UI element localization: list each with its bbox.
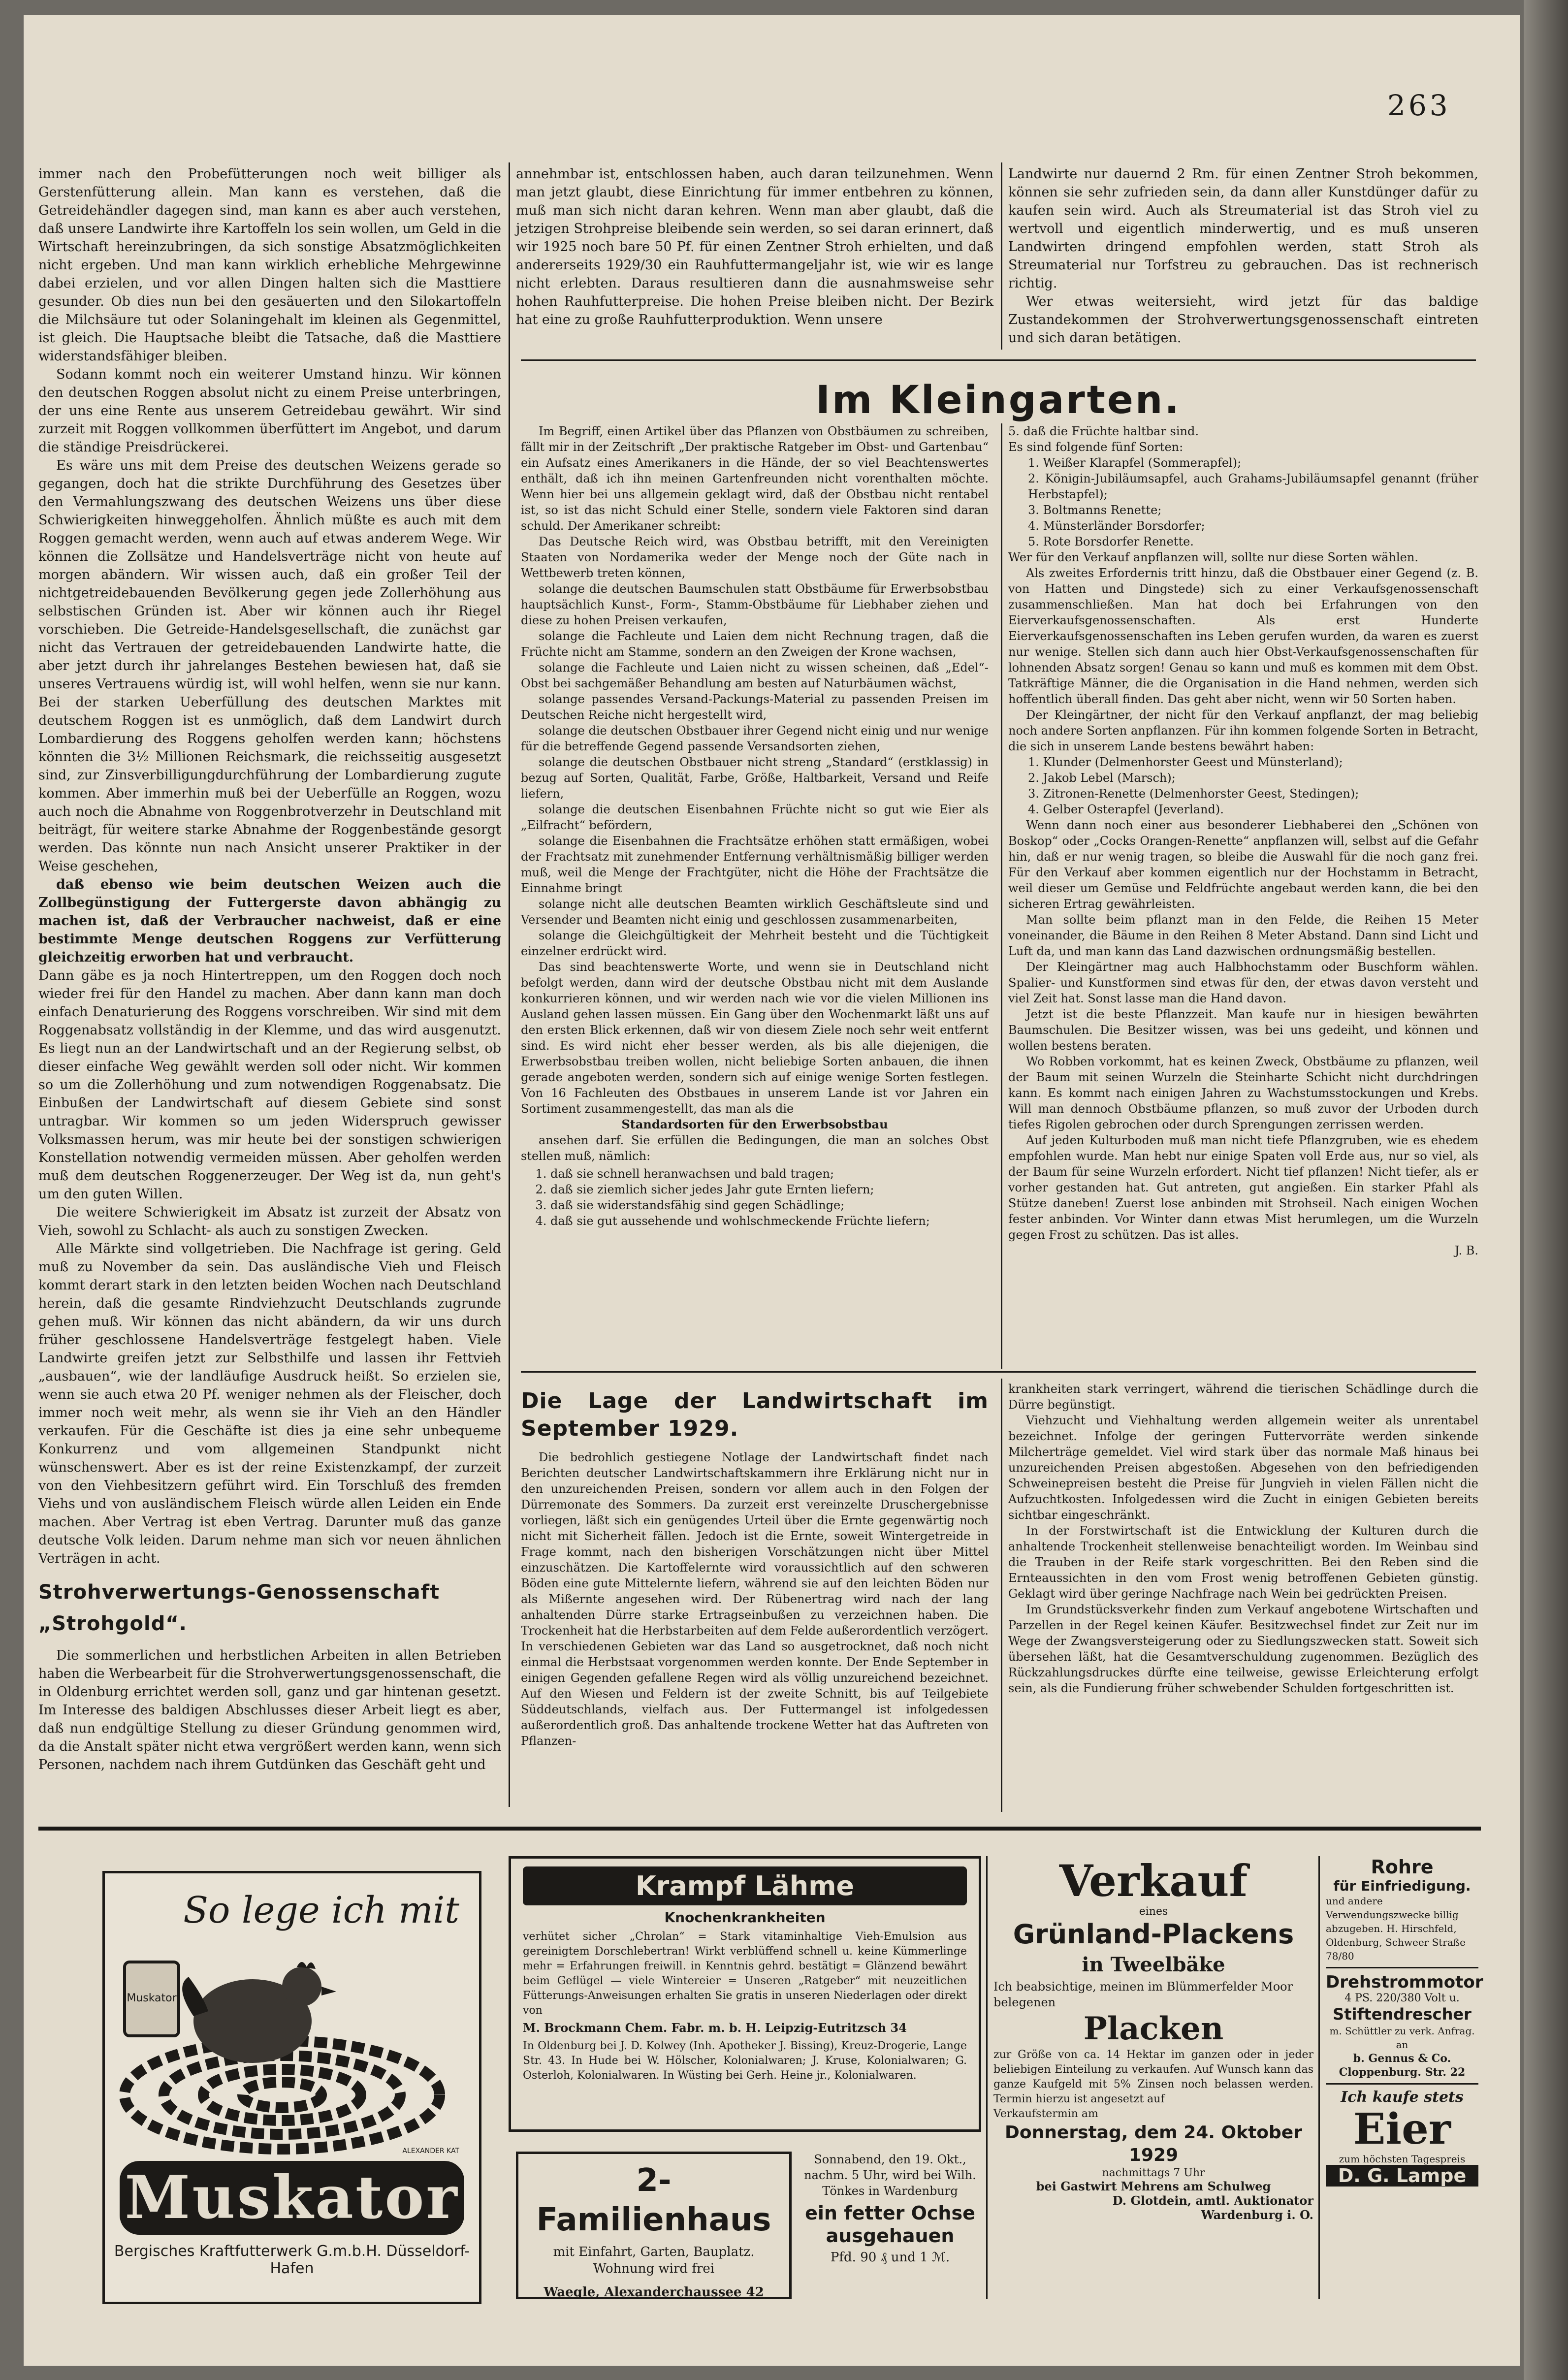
column-divider <box>1001 423 1002 1369</box>
list-item: 2. Jakob Lebel (Marsch); <box>1028 771 1176 785</box>
kleingarten-left <box>521 423 989 1231</box>
ad-eier-head: Ich kaufe stets <box>1341 2089 1464 2106</box>
ad-text: Sonnabend, den 19. Okt., nachm. 5 Uhr, wird bei Wilh. Tönkes in Wardenburg <box>804 2153 976 2198</box>
column-divider <box>986 1856 988 2299</box>
list-item: 4. daß sie gut aussehende und wohlschmeckende Früchte liefern; <box>550 1213 989 1229</box>
section-rule <box>521 359 1476 361</box>
paragraph: Der Kleingärtner, der nicht für den Verkauf anpflanzt, der mag beliebig noch andere Sorten anpflanzen. Für ihn kommen folgende Sorten in Betracht, die sich in unserem Lande bestens bewährt haben: <box>1008 708 1478 753</box>
ad-time: nachmittags 7 Uhr <box>1102 2167 1205 2179</box>
ad-big: Placken <box>1083 2010 1224 2047</box>
list-item: 1. daß sie schnell heranwachsen und bald tragen; <box>550 1166 989 1182</box>
paragraph: solange passendes Versand-Packungs-Material zu passenden Preisen im Deutschen Reiche nicht hergestellt wird, <box>521 692 989 722</box>
paragraph: solange die Eisenbahnen die Frachtsätze erhöhen statt ermäßigen, wobei der Frachtsatz mit zunehmender Entfernung verhältnismäßig billiger werden muß, weil die Menge der Frachtgüter, nicht die Höhe der Frachtsätze die Einnahme bringt <box>521 834 989 895</box>
column-1 <box>38 165 501 1774</box>
ad-body: und andere Verwendungszwecke billig abzugeben. H. Hirschfeld, Oldenburg, Schweer Straße 78/80 <box>1326 1895 1466 1962</box>
section-heading-kleingarten: Im Kleingarten. <box>815 378 1182 422</box>
paragraph: Die bedrohlich gestiegene Notlage der Landwirtschaft findet nach Berichten deutscher Landwirtschaftskammern ihre Erklärung nicht nur in den unzureichenden Preisen, sondern vor allem auch in den Folgen der Dürremonate des Sommers. Da zurzeit erst vereinzelte Druschergebnisse vorliegen, läßt sich ein genügendes Urteil über die Ernte gegenwärtig noch nicht mit Sicherheit fällen. Jedoch ist die Ernte, soweit Wintergetreide in Frage kommt, nach den bisherigen Vorschätzungen nicht über Mittel einzuschätzen. Die Kartoffelernte wird voraussichtlich auf den schweren Böden eine gute Mittelernte liefern, während sie auf den leichten Böden nur als Mißernte angesehen wird. Der Rübenertrag wird nach der lang anhaltenden Dürre starke Ertragseinbußen zu verzeichnen haben. Die Trockenheit hat die Herbstarbeiten auf dem Felde außerordentlich verzögert. In verschiedenen Gebieten war das Land so ausgetrocknet, daß noch nicht einmal die Herbstsaat vorgenommen werden konnte. Der Ende September in einigen Gegenden gefallene Regen wird als völlig unzureichend bezeichnet. Auf den Wiesen und Feldern ist der zweite Schnitt, bis auf Teilgebiete Süddeutschlands, vielfach aus. Der Futtermangel ist infolgedessen außerordentlich groß. Das anhaltende trockene Wetter hat das Auftreten von Pflanzen- <box>521 1450 989 1748</box>
feed-bag-icon <box>125 1962 179 2036</box>
column-divider <box>1001 162 1002 350</box>
ad-maker <box>523 2020 967 2036</box>
hen-and-eggs-illustration <box>105 1932 479 2159</box>
paragraph: Wenn dann noch einer aus besonderer Liebhaberei den „Schönen von Boskop“ oder „Cocks Orangen-Renette“ anpflanzen will, selbst auf die Gefahr hin, daß er nur wenig tragen, so bleibe die Auswahl für die noch ganz frei. Für den Verkauf aber kommen eigentlich nur der Hochstamm in Betracht, weil dieser um Gemüse und Feldfrüchte angebaut werden kann, die bei den sicheren Ertrag gewährleisten. <box>1008 818 1478 911</box>
paragraph: solange die Fachleute und Laien dem nicht Rechnung tragen, daß die Früchte nicht am Stamme, sondern an den Zweigen der Krone wachsen, <box>521 629 989 659</box>
paragraph: Die weitere Schwierigkeit im Absatz ist zurzeit der Absatz von Vieh, sowohl zu Schlacht- als auch zu sonstigen Zwecken. <box>38 1205 501 1238</box>
paragraph: Das Deutsche Reich wird, was Obstbau betrifft, mit den Vereinigten Staaten von Nordamerika weder der Menge noch der Güte nach in Wettbewerb treten können, <box>521 535 989 580</box>
paragraph: 5. daß die Früchte haltbar sind. <box>1008 424 1199 438</box>
paragraph: Das sind beachtenswerte Worte, und wenn sie in Deutschland nicht befolgt werden, dann wird der deutsche Obstbau nicht mit dem Auslande konkurrieren können, und wir werden nach wie vor die vielen Millionen ins Ausland gehen lassen müssen. Ein Gang über den Wochenmarkt läßt uns auf den ersten Blick erkennen, daß wir von diesem Ziele noch sehr weit entfernt sind. Es wird nicht eher besser werden, als bis alle diejenigen, die Erwerbsobstbau treiben wollen, nicht beliebige Sorten anbauen, die ihnen gerade angeboten werden, sondern sich auf einige wenige Sorten festlegen. Von 16 Fachleuten des Obstbaues in unserem Lande ist vor Jahren ein Sortiment zusammengestellt, das man als die <box>521 960 989 1116</box>
paragraph: Der Kleingärtner mag auch Halbhochstamm oder Buschform wählen. Spalier- und Kunstformen sind etwas für den, der etwas davon versteht und viel Zeit hat. Sonst lasse man die Hand davon. <box>1008 960 1478 1005</box>
paragraph: Landwirte nur dauernd 2 Rm. für einen Zentner Stroh bekommen, können sie sehr zufrieden sein, da dann aller Kunstdünger dafür zu kaufen sein wird. Auch als Streumaterial ist das Stroh viel zu wertvoll und eigentlich minderwertig, und es muß unseren Landwirten dringend empfohlen werden, statt Stroh als Streumaterial nur Torfstreu zu gebrauchen. Das ist rechnerisch richtig. <box>1008 166 1478 291</box>
ad-muskator <box>102 1871 481 2304</box>
column-3-top <box>1008 165 1478 347</box>
paragraph: Auf jeden Kulturboden muß man nicht tiefe Pflanzgruben, wie es ehedem empfohlen wurde. Man hebt nur einige Spaten voll Erde aus, nur so viel, als der Baum für seine Wurzeln erfordert. Nicht tief pflanzen! Nicht tiefer, als er vorher gestanden hat. Gut antreten, gut angießen. Ein starker Pfahl als Stütze daneben! Zuerst lose anbinden mit Strohseil. Nach einigen Wochen fester anbinden. Vor Winter dann etwas Mist herumlegen, um die Wurzeln gegen Frost zu schützen. Das ist alles. <box>1008 1133 1478 1242</box>
section-rule <box>521 1371 1476 1373</box>
ad-town: Wardenburg i. O. <box>1201 2208 1313 2222</box>
ad-eier-big: Eier <box>1353 2104 1451 2154</box>
page-number: 263 <box>1387 89 1451 122</box>
lage-left <box>521 1379 989 1749</box>
paragraph: solange die deutschen Eisenbahnen Früchte nicht so gut wie Eier als „Eilfracht“ befördern, <box>521 803 989 832</box>
ad-price: Pfd. 90 ₰ und 1 ℳ. <box>830 2250 950 2265</box>
ad-krampf-laehme <box>509 1856 981 2132</box>
list-item: 1. Klunder (Delmenhorster Geest und Münsterland); <box>1028 755 1343 769</box>
list-item: 3. Boltmanns Renette; <box>1028 503 1162 517</box>
ad-footer: Bergisches Kraftfutterwerk G.m.b.H. Düsseldorf-Hafen <box>114 2243 470 2277</box>
ad-maker-number: 34 <box>890 2021 907 2035</box>
ad-sellers: In Oldenburg bei J. D. Kolwey (Inh. Apotheker J. Bissing), Kreuz-Drogerie, Lange Str. 43. In Hude bei W. Hölscher, Kolonialwaren; J. Kruse, Kolonialwaren; G. Osterloh, Kolonialwaren. In Wüsting bei Gerh. Heine jr., Kolonialwaren. <box>523 2040 967 2082</box>
ad-motor-body: 4 PS. 220/380 Volt u. <box>1344 1992 1460 2004</box>
ad-motor-firm: b. Gennus & Co. Cloppenburg. Str. 22 <box>1339 2052 1466 2079</box>
ad-motor-sub: Stiftendrescher <box>1333 2005 1472 2024</box>
lage-right <box>1008 1381 1478 1696</box>
ad-date: Donnerstag, dem 24. Oktober 1929 <box>1005 2123 1302 2165</box>
ad-ochse <box>801 2152 979 2299</box>
paragraph: Jetzt ist die beste Pflanzzeit. Man kaufe nur in hiesigen bewährten Baumschulen. Die Besitzer wissen, was bei uns gedeiht, und können und wollen bestens beraten. <box>1008 1007 1478 1053</box>
ad-section-rule <box>38 1827 1481 1831</box>
newspaper-page <box>24 15 1520 2366</box>
list-item: 2. daß sie ziemlich sicher jedes Jahr gute Ernten liefern; <box>550 1182 989 1197</box>
ad-brand: Muskator <box>120 2161 464 2235</box>
ad-terms: Verkaufstermin am <box>993 2108 1098 2120</box>
paragraph: Es wäre uns mit dem Preise des deutschen Weizens gerade so gegangen, doch hat die strikte Durchführung des Gesetzes über den Vermahlungszwang des deutschen Weizens uns über diese Schwierigkeiten hinweggeholfen. Ähnlich müßte es auch mit dem Roggen gemacht werden, wenn auch auf etwas anderem Wege. Wir können die Zollsätze und Handelsverträge nicht von heute auf morgen abändern. Wir wissen auch, daß ein großer Teil der nichtgetreidebauenden Bevölkerung gegen jede Zollerhöhung aus selbstischen Gründen ist. Aber wir können auch ihr Riegel vorschieben. Die Getreide-Handelsgesellschaft, die zunächst gar nicht das Vertrauen der getreidebauenden Landwirte hatte, die aber jetzt durch ihr jahrelanges Bestehen bewiesen hat, daß sie unseres Vertrauens würdig ist, will wohl helfen, wenn sie nur kann. Bei der starken Ueberfüllung des deutschen Marktes mit deutschem Roggen ist es unmöglich, daß dem Landwirt durch Lombardierung des Roggens geholfen werden kann; höchstens könnten die 3½ Millionen Reichsmark, die reichsseitig ausgesetzt sind, zur Zinsverbilligungdurchführung der Lombardierung zugute kommen. Aber immerhin muß bei der Ueberfülle an Roggen, wozu auch noch die Abnahme von Roggenbrotverzehr in Deutschland mit beiträgt, für weitere starke Abnahme der Roggenbestände gesorgt werden. Das könnte nun nach Ansicht unserer Praktiker in der Weise geschehen, <box>38 458 501 874</box>
paragraph: Im Grundstücksverkehr finden zum Verkauf angebotene Wirtschaften und Parzellen in der Regel keinen Käufer. Besitzwechsel findet zur Zeit nur im Wege der Zwangsversteigerung oder zu Siedlungszwecken statt. Soweit sich übersehen läßt, hat die Gesamtverschuldung zugenommen. Bezüglich des Rückzahlungsdruckes dürfte eine teilweise, gewisse Erleichterung erfolgt sein, als die Fundierung früher schwebender Schulden fortgeschritten ist. <box>1008 1603 1478 1695</box>
paragraph: Dann gäbe es ja noch Hintertreppen, um den Roggen doch noch wieder frei für den Handel zu machen. Aber dann kann man doch einfach Denaturierung des Roggens vorschreiben. Wir sind mit dem Roggenabsatz vollständig in der Klemme, und das wird ausgenutzt. Es liegt nun an der Landwirtschaft und an der Regierung selbst, ob dieser einfache Weg gewählt werden soll oder nicht. Wir kommen so um die Zollerhöhung und zum notwendigen Roggenabsatz. Die Einbußen der Landwirtschaft auf diesem Gebiete sind sonst untragbar. Wir kommen so um jeden Widerspruch gewisser Volksmassen herum, was mir heute bei der sonstigen schwierigen Konstellation notwendig vermeiden müssen. Aber geholfen werden muß dem deutschen Roggenerzeuger. Der Weg ist da, nun geht's um den guten Willen. <box>38 968 501 1202</box>
paragraph: Die sommerlichen und herbstlichen Arbeiten in allen Betrieben haben die Werbearbeit für die Strohverwertungsgenossenschaft, die in Oldenburg errichtet werden soll, ganz und gar hintenan gesetzt. Im Interesse des baldigen Abschlusses dieser Arbeit liegt es aber, daß nun endgültige Stellung zu dieser Gründung genommen wird, da die Anstalt später nicht etwa vergrößert werden kann, wenn sich Personen, nachdem nach ihrem Gutdünken das Geschäft geht und <box>38 1648 501 1772</box>
ad-motor-text: m. Schüttler zu verk. Anfrag. an <box>1329 2025 1475 2051</box>
ad-subtitle: Grünland-Plackens <box>1013 1919 1294 1950</box>
paragraph: Im Begriff, einen Artikel über das Pflanzen von Obstbäumen zu schreiben, fällt mir in der Zeitschrift „Der praktische Ratgeber im Obst- und Gartenbau“ ein Aufsatz eines Amerikaners in die Hände, der so viel Beachtenswertes enthält, daß ich ihn meinen Gartenfreunden nicht vorenthalten möchte. Wenn hier bei uns allgemein geklagt wird, daß der Obstbau nicht rentabel ist, so ist das nicht Schuld einer Stelle, sondern viele Faktoren sind daran schuld. Der Amerikaner schreibt: <box>521 424 989 533</box>
bag-label: Muskator <box>127 1992 177 2004</box>
column-2-top <box>516 165 993 329</box>
ad-title: Krampf Lähme <box>523 1866 967 1905</box>
ad-big-text: ein fetter Ochse ausgehauen <box>805 2202 975 2247</box>
paragraph: annehmbar ist, entschlossen haben, auch daran teilzunehmen. Wenn man jetzt glaubt, diese Einrichtung für immer entbehren zu können, muß man sich nicht daran kehren. Wenn man aber glaubt, daß die jetzigen Strohpreise bleibende sein werden, so sei daran erinnert, daß wir 1925 noch bare 50 Pf. für einen Zentner Stroh erhielten, und daß andererseits 1929/30 ein Rauhfuttermangeljahr ist, wie wir es lange nicht erlebten. Daraus resultieren dann die ausnahmsweise sehr hohen Rauhfutterpreise. Die hohen Preise bleiben nicht. Der Bezirk hat eine zu große Rauhfutterproduktion. Wenn unsere <box>516 166 993 327</box>
ad-familienhaus <box>516 2152 792 2299</box>
list-item: 4. Gelber Osterapfel (Jeverland). <box>1028 803 1224 816</box>
ad-eines: eines <box>1139 1905 1168 1918</box>
ad-eier-firm: D. G. Lampe <box>1326 2165 1478 2187</box>
ad-subtitle: Knochenkrankheiten <box>664 1909 826 1926</box>
ad-address: Waegle, Alexanderchaussee 42 <box>544 2285 764 2300</box>
ad-body: mit Einfahrt, Garten, Bauplatz. Wohnung wird frei <box>553 2245 755 2276</box>
page-binding-edge <box>1524 0 1568 2380</box>
list-item: 1. Weißer Klarapfel (Sommerapfel); <box>1028 456 1242 470</box>
ad-place: in Tweelbäke <box>1082 1953 1225 1976</box>
paragraph: Wer etwas weitersieht, wird jetzt für das baldige Zustandekommen der Strohverwertungsgenossenschaft eintreten und sich daran betätigen. <box>1008 294 1478 346</box>
paragraph: Wer für den Verkauf anpflanzen will, sollte nur diese Sorten wählen. <box>1008 550 1418 564</box>
ad-eier-sub: zum höchsten Tagespreis <box>1339 2153 1466 2165</box>
artist-signature: ALEXANDER KAT <box>402 2147 459 2155</box>
author-signature: J. B. <box>1454 1244 1478 1257</box>
section-heading-strohgold: Strohverwertungs-Genossenschaft „Strohgold“. <box>38 1581 440 1635</box>
paragraph: Als zweites Erfordernis tritt hinzu, daß die Obstbauer einer Gegend (z. B. von Hatten und Dingstede) sich zu einer Verkaufsgenossenschaft zusammenschließen. Man hat doch bei Erfahrungen von den Eierverkaufsgenossenschaften. Als erst Hunderte Eierverkaufsgenossenschaften ins Leben gerufen wurden, da waren es zuerst nur wenige. Stellen sich dann auch hier Obst-Verkaufsgenossenschaften für lohnenden Absatz sorgen! Genau so kann und muß es kommen mit dem Obst. Tatkräftige Männer, die die Organisation in die Hand nehmen, werden sich hoffentlich überall finden. Das geht aber nicht, wenn wir 50 Sorten haben. <box>1008 566 1478 706</box>
paragraph: Man sollte beim pflanzt man in den Felde, die Reihen 15 Meter voneinander, die Bäume in den Reihen 8 Meter Abstand. Dann sind Licht und Luft da, und man kann das Land dazwischen ordnungsmäßig bestellen. <box>1008 913 1478 958</box>
paragraph: solange die Fachleute und Laien nicht zu wissen scheinen, daß „Edel“-Obst bei sachgemäßer Behandlung am besten auf Naturbäumen wächst, <box>521 661 989 690</box>
list-item: 3. daß sie widerstandsfähig sind gegen Schädlinge; <box>550 1197 989 1213</box>
subheading: Standardsorten für den Erwerbsobstbau <box>621 1117 888 1131</box>
list-item: 4. Münsterländer Borsdorfer; <box>1028 519 1205 533</box>
ad-body: Ich beabsichtige, meinen im Blümmerfelder Moor belegenen <box>993 1980 1293 2009</box>
column-divider <box>1318 1856 1320 2299</box>
ad-title: 2-Familienhaus <box>536 2162 771 2238</box>
paragraph: immer nach den Probefütterungen noch weit billiger als Gerstenfütterung allein. Man kann es verstehen, daß die Getreidehändler dagegen sind, man kann es aber auch verstehen, daß unsere Landwirte ihre Kartoffeln los sein wollen, um Geld in die Wirtschaft hereinzubringen, da sich sonstige Absatzmöglichkeiten nicht ergeben. Und man kann wirklich erhebliche Mehrgewinne dabei erzielen, und vor allen Dingen halten sich die Masttiere gesunder. Ob dies nun bei den gesäuerten und den Silokartoffeln die Milchsäure tut oder Solaningehalt im kleinen als Gegenmittel, ist gleich. Die Hauptsache bleibt die Tatsache, daß die Masttiere widerstandsfähiger bleiben. <box>38 166 501 364</box>
ad-slogan: So lege ich mit <box>183 1889 459 1931</box>
paragraph: solange die deutschen Obstbauer nicht streng „Standard“ (erstklassig) in bezug auf Sorten, Qualität, Farbe, Größe, Haltbarkeit, Versand und Reife liefern, <box>521 755 989 801</box>
paragraph: Sodann kommt noch ein weiterer Umstand hinzu. Wir können den deutschen Roggen absolut nicht zu einem Preise unterbringen, der uns eine Rente aus unserem Getreidebau gewährt. Wir sind zurzeit mit Roggen vollkommen überfüttert im Angebot, und darum die ständige Preisdrückerei. <box>38 367 501 455</box>
list-item: 5. Rote Borsdorfer Renette. <box>1028 535 1194 548</box>
ad-motor-title: Drehstrommotor <box>1326 1972 1483 1992</box>
ad-desc: zur Größe von ca. 14 Hektar im ganzen oder in jeder beliebigen Einteilung zu verkaufen. Auf Wunsch kann das ganze Kaufgeld mit 5% Zinsen noch belassen werden. Termin hierzu ist angesetzt auf <box>993 2049 1313 2105</box>
paragraph: solange nicht alle deutschen Beamten wirklich Geschäftsleute sind und Versender und Beamten nicht einig und geschlossen zusammenarbeiten, <box>521 897 989 927</box>
paragraph-emphasis: daß ebenso wie beim deutschen Weizen auch die Zollbegünstigung der Futtergerste davon abhängig zu machen ist, daß der Verbraucher nachweist, daß er eine bestimmte Menge deutschen Roggens zur Verfütterung gleichzeitig erworben hat und verbraucht. <box>38 877 501 965</box>
ad-title: Rohre <box>1371 1856 1434 1878</box>
ad-title: Verkauf <box>1059 1855 1248 1906</box>
paragraph: Wo Robben vorkommt, hat es keinen Zweck, Obstbäume zu pflanzen, weil der Baum mit seinen Wurzeln die Steinharte Schicht nicht durchdringen kann. Es kommt nach einigen Jahren zu Wachstumsstockungen und Krebs. Will man dennoch Obstbäume pflanzen, so muß zuvor der Urboden durch tiefes Rigolen gebrochen oder durch Sprengungen zerrissen werden. <box>1008 1055 1478 1131</box>
ad-verkauf <box>993 1856 1313 2299</box>
ad-maker-name: M. Brockmann Chem. Fabr. m. b. H. Leipzig-Eutritzsch <box>523 2021 887 2035</box>
criteria-list <box>550 1166 989 1229</box>
paragraph: solange die Gleichgültigkeit der Mehrheit besteht und die Tüchtigkeit einzelner erdrückt wird. <box>521 929 989 958</box>
column-divider <box>509 162 510 1807</box>
paragraph: Viehzucht und Viehhaltung werden allgemein weiter als unrentabel bezeichnet. Infolge der geringen Futtervorräte werden sinkende Milcherträge gemeldet. Viel wird stark über das normale Maß hinaus bei unzureichenden Preisen abgestoßen. Abgesehen von den befriedigenden Schweinepreisen besteht die Preise für Jungvieh in vielen Fällen nicht die Aufzuchtkosten. Infolgedessen wird die Zucht in einigen Gebieten bereits sichtbar eingeschränkt. <box>1008 1414 1478 1522</box>
ad-venue: bei Gastwirt Mehrens am Schulweg <box>1036 2179 1271 2193</box>
list-item: 2. Königin-Jubiläumsapfel, auch Grahams-Jubiläumsapfel genannt (früher Herbstapfel); <box>1028 472 1478 501</box>
ad-rohre <box>1326 1856 1483 2187</box>
paragraph: In der Forstwirtschaft ist die Entwicklung der Kulturen durch die anhaltende Trockenheit stellenweise benachteiligt worden. Im Weinbau sind die Trauben in der Reife stark vorgeschritten. Bei den Reben sind die Ernteaussichten in den vom Frost wenig betroffenen Gebieten günstig. Geklagt wird über geringe Nachfrage nach Wein bei gedrückten Preisen. <box>1008 1524 1478 1601</box>
ad-body: verhütet sicher „Chrolan“ = Stark vitaminhaltige Vieh-Emulsion aus gereinigtem Dorschlebertran! Wirkt verblüffend schnell u. keine Kümmerlinge mehr = Erfahrungen freiwill. in Kenntnis gehrd. bestätigt = Glänzend bewährt beim Geflügel — viele Wintereier = Unseren „Ratgeber“ mit neuzeitlichen Fütterungs-Anweisungen erhalten Sie gratis in unseren Niederlagen oder direkt von <box>523 1930 967 2017</box>
divider <box>1326 1967 1478 1968</box>
kleingarten-right <box>1008 423 1478 1258</box>
paragraph: Alle Märkte sind vollgetrieben. Die Nachfrage ist gering. Geld muß zu November da sein. Das ausländische Vieh und Fleisch kommt derart stark in den letzten beiden Wochen nach Deutschland herein, daß die gesamte Rindviehzucht Deutschlands zugrunde gehen muß. Wir können das nicht abändern, da wir uns durch früher geschlossene Handelsverträge festgelegt haben. Viele Landwirte greifen jetzt zur Selbsthilfe und lassen ihr Fettvieh „ausbauen“, wie der landläufige Ausdruck heißt. So erzielen sie, wenn sie auch etwa 20 Pf. weniger nehmen als der Fleischer, doch immer noch weit mehr, als wenn sie ihr Vieh an den Händler verkaufen. Für die Geschäfte ist dies ja eine sehr unbequeme Konkurrenz und vom allgemeinen Standpunkt nicht wünschenswert. Aber es ist der reine Existenzkampf, der zurzeit von den Viehbesitzern geführt wird. Ein Torschluß des fremden Viehs und von ausländischem Fleisch würde allen Leiden ein Ende machen. Aber Vertrag ist eben Vertrag. Darunter muß das ganze deutsche Volk leiden. Darum nehme man sich vor neuen ähnlichen Verträgen in acht. <box>38 1241 501 1566</box>
paragraph: Es sind folgende fünf Sorten: <box>1008 440 1184 454</box>
ad-auctioneer: D. Glotdein, amtl. Auktionator <box>1112 2193 1313 2208</box>
list-item: 3. Zitronen-Renette (Delmenhorster Geest, Stedingen); <box>1028 787 1359 801</box>
section-heading-lage: Die Lage der Landwirtschaft im September 1929. <box>521 1388 989 1441</box>
paragraph: ansehen darf. Sie erfüllen die Bedingungen, die man an solches Obst stellen muß, nämlich: <box>521 1133 989 1163</box>
paragraph: solange die deutschen Obstbauer ihrer Gegend nicht einig und nur wenige für die betreffende Gegend passende Versandsorten ziehen, <box>521 724 989 753</box>
paragraph: krankheiten stark verringert, während die tierischen Schädlinge durch die Dürre begünstigt. <box>1008 1382 1478 1412</box>
paragraph: solange die deutschen Baumschulen statt Obstbäume für Erwerbsobstbau hauptsächlich Kunst-, Form-, Stamm-Obstbäume für Liebhaber ziehen und diese zu hohen Preisen verkaufen, <box>521 582 989 627</box>
ad-sub: für Einfriedigung. <box>1333 1878 1471 1894</box>
column-divider <box>1001 1379 1002 1812</box>
divider <box>1326 2083 1478 2085</box>
